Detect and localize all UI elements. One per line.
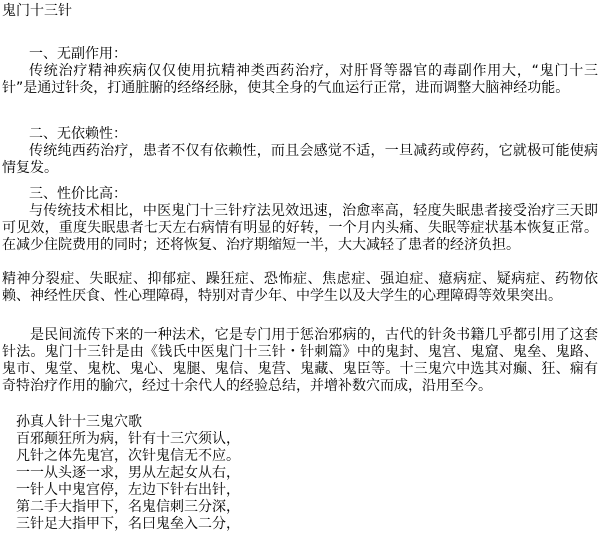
section-heading-cost-effective: 三、性价比高： (29, 186, 127, 202)
history-paragraph: 是民间流传下来的一种法术，它是专门用于惩治邪病的，古代的针灸书籍几乎都引用了这套针法。鬼门十三针是由《钱氏中医鬼门十三针・针刺篇》中的鬼封、鬼宫、鬼窟、鬼垒、鬼路、鬼市、鬼堂、鬼枕、鬼心、鬼腿、鬼信、鬼营、鬼藏、鬼臣等。十三鬼穴中选其对癫、狂、痫有奇特治疗作用的腧穴，经过十余代人的经验总结，并增补数穴而成，沿用至今。 (2, 327, 598, 394)
song-line: 三针足大指甲下，名曰鬼垒入二分， (16, 516, 240, 532)
song-title: 孙真人针十三鬼穴歌 (16, 414, 142, 430)
song-line: 一针人中鬼宫停，左边下针右出针， (16, 482, 240, 498)
section-heading-no-side-effects: 一、无副作用： (29, 46, 127, 62)
section-body-no-dependence: 传统纯西药治疗，患者不仅有依赖性，而且会感觉不适，一旦减药或停药，它就极可能使病情复发。 (2, 143, 598, 176)
indications-paragraph: 精神分裂症、失眠症、抑郁症、躁狂症、恐怖症、焦虑症、强迫症、癔病症、疑病症、药物依赖、神经性厌食、性心理障碍，特别对青少年、中学生以及大学生的心理障碍等效果突出。 (2, 271, 598, 304)
song-line: 凡针之体先鬼宫，次针鬼信无不应。 (16, 448, 240, 464)
song-line: 百邪颠狂所为病，针有十三穴须认， (16, 431, 240, 447)
section-body-no-side-effects: 传统治疗精神疾病仅仅使用抗精神类西药治疗，对肝肾等器官的毒副作用大，“鬼门十三针”是通过针灸，打通脏腑的经络经脉，使其全身的气血运行正常，进而调整大脑神经功能。 (2, 63, 598, 96)
song-line: 一一从头逐一求，男从左起女从右， (16, 465, 240, 481)
section-body-cost-effective: 与传统技术相比，中医鬼门十三针疗法见效迅速，治愈率高，轻度失眠患者接受治疗三天即可见效，重度失眠患者七天左右病情有明显的好转，一个月内头痛、失眠等症状基本恢复正常。在减少住院费用的同时；还将恢复、治疗期缩短一半，大大减轻了患者的经济负担。 (2, 203, 598, 253)
page-title: 鬼门十三针 (2, 3, 72, 19)
song-line: 第二手大指甲下，名鬼信刺三分深， (16, 499, 240, 515)
section-heading-no-dependence: 二、无依赖性： (29, 126, 127, 142)
